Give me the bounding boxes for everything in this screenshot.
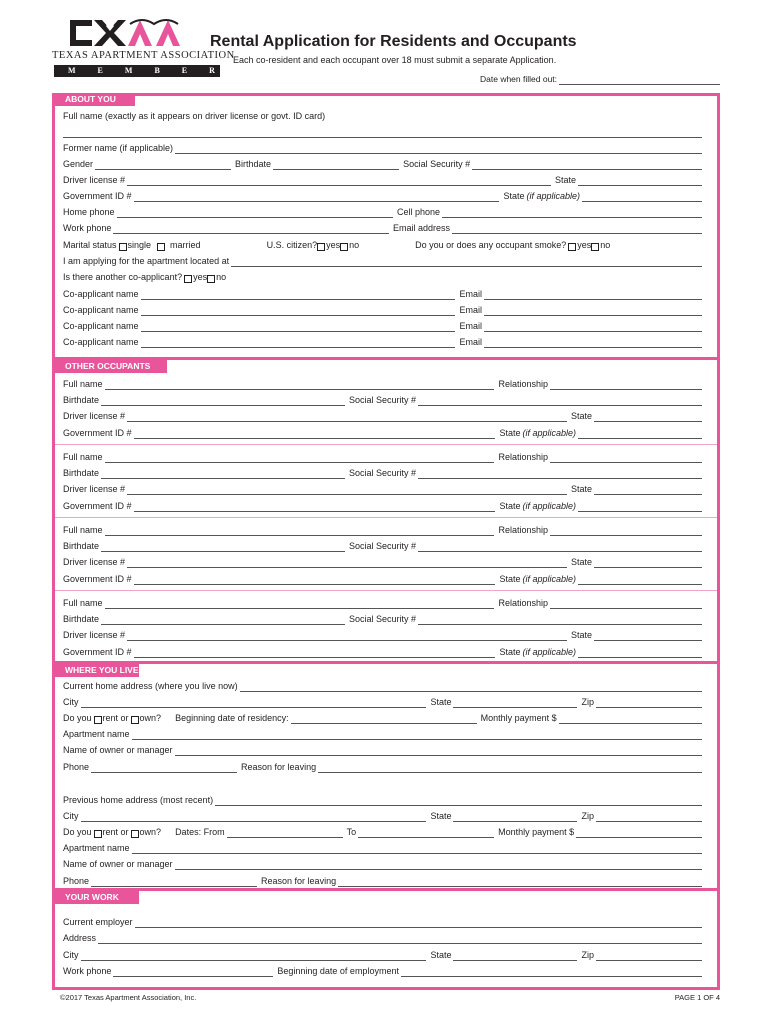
occupant-gov-state-field[interactable] <box>578 576 702 585</box>
government-id-label: Government ID # <box>63 428 132 438</box>
coapplicant-no-checkbox[interactable] <box>207 275 215 283</box>
reason-leaving-label: Reason for leaving <box>241 762 317 772</box>
current-own-checkbox[interactable] <box>131 716 139 724</box>
employer-address-field[interactable] <box>98 935 702 944</box>
row-current-phone <box>63 759 702 773</box>
occupant-birthdate-field[interactable] <box>101 470 345 479</box>
full-name-id-label: Full name (exactly as it appears on driver license or govt. ID card) <box>63 111 326 121</box>
occupant-full-name-field[interactable] <box>105 600 495 609</box>
row-occupant-name <box>63 376 702 390</box>
coapplicant-email-field[interactable] <box>484 291 702 300</box>
driver-license-label: Driver license # <box>63 484 126 494</box>
previous-owner-manager-field[interactable] <box>175 861 702 870</box>
coapplicant-name-label: Co-applicant name <box>63 289 139 299</box>
previous-state-field[interactable] <box>453 813 577 822</box>
occupant-divider <box>55 444 717 445</box>
full-name-field[interactable] <box>63 129 702 138</box>
zip-label: Zip <box>581 697 594 707</box>
state-label: State <box>499 428 521 438</box>
occupant-full-name-label: Full name <box>63 452 103 462</box>
current-phone-field[interactable] <box>91 764 237 773</box>
previous-home-address-label: Previous home address (most recent) <box>63 795 214 805</box>
birthdate-label: Birthdate <box>63 468 100 478</box>
driver-license-label: Driver license # <box>63 557 126 567</box>
row-previous-owner <box>63 856 702 870</box>
if-applicable-label: (if applicable) <box>522 647 576 657</box>
birthdate-field[interactable] <box>273 161 399 170</box>
apartment-name-label: Apartment name <box>63 843 130 853</box>
driver-license-label: Driver license # <box>63 175 126 185</box>
page-title: Rental Application for Residents and Occupants <box>210 33 577 50</box>
row-occupant-government-id <box>63 498 702 512</box>
row-applying-for <box>63 253 702 267</box>
page-subtitle: Each co-resident and each occupant over 18 must submit a separate Application. <box>233 55 557 65</box>
occupant-birthdate-field[interactable] <box>101 397 345 406</box>
government-id-label: Government ID # <box>63 191 132 201</box>
ssn-label: Social Security # <box>349 541 417 551</box>
section-tab-other-occupants: OTHER OCCUPANTS <box>55 360 167 373</box>
marital-status-label: Marital status <box>63 240 117 250</box>
coapplicant-name-field[interactable] <box>141 307 456 316</box>
reason-leaving-label: Reason for leaving <box>261 876 337 886</box>
row-current-rent-own <box>63 710 702 724</box>
date-filled-out <box>480 74 720 85</box>
coapplicant-name-field[interactable] <box>141 323 456 332</box>
coapplicant-email-field[interactable] <box>484 323 702 332</box>
birthdate-label: Birthdate <box>63 614 100 624</box>
current-city-field[interactable] <box>81 699 427 708</box>
occupant-gov-state-field[interactable] <box>578 503 702 512</box>
current-zip-field[interactable] <box>596 699 702 708</box>
coapplicant-yes-checkbox[interactable] <box>184 275 192 283</box>
section-divider <box>52 888 720 891</box>
row-occupant-government-id <box>63 571 702 585</box>
previous-city-field[interactable] <box>81 813 427 822</box>
date-filled-label: Date when filled out: <box>480 74 558 84</box>
section-divider <box>52 661 720 664</box>
current-employer-field[interactable] <box>135 919 702 928</box>
government-id-label: Government ID # <box>63 574 132 584</box>
relationship-field[interactable] <box>550 381 702 390</box>
employer-state-field[interactable] <box>453 952 577 961</box>
row-current-home-address <box>63 678 702 692</box>
row-coapplicant <box>63 334 702 348</box>
current-home-address-label: Current home address (where you live now) <box>63 681 238 691</box>
occupant-driver-license-field[interactable] <box>127 413 567 422</box>
coapplicant-email-field[interactable] <box>484 307 702 316</box>
occupant-birthdate-field[interactable] <box>101 543 345 552</box>
driver-license-field[interactable] <box>127 177 551 186</box>
yes-label: yes <box>326 240 341 250</box>
footer-copyright: ©2017 Texas Apartment Association, Inc. <box>60 993 197 1002</box>
ssn-label: Social Security # <box>349 468 417 478</box>
city-label: City <box>63 697 79 707</box>
occupant-dl-state-field[interactable] <box>594 486 702 495</box>
occupant-dl-state-field[interactable] <box>594 559 702 568</box>
row-full-name-id <box>63 108 702 122</box>
occupant-divider <box>55 517 717 518</box>
relationship-label: Relationship <box>498 598 548 608</box>
employer-work-phone-field[interactable] <box>113 968 273 977</box>
state-label: State <box>430 811 452 821</box>
row-previous-phone <box>63 873 702 887</box>
email-address-label: Email address <box>392 223 450 233</box>
beginning-employment-label: Beginning date of employment <box>277 966 399 976</box>
occupant-government-id-field[interactable] <box>134 649 496 658</box>
taa-logo <box>52 18 237 80</box>
single-label: single <box>127 240 152 250</box>
occupant-ssn-field[interactable] <box>418 543 702 552</box>
occupant-ssn-field[interactable] <box>418 470 702 479</box>
dates-from-label: Dates: From <box>175 827 225 837</box>
current-reason-leaving-field[interactable] <box>318 764 702 773</box>
row-employer-city <box>63 947 702 961</box>
row-work-phone-employment <box>63 963 702 977</box>
row-occupant-name <box>63 595 702 609</box>
occupant-full-name-label: Full name <box>63 525 103 535</box>
applying-for-label: I am applying for the apartment located at <box>63 256 230 266</box>
section-tab-where-you-live: WHERE YOU LIVE <box>55 664 139 677</box>
rent-or-label: rent or <box>102 827 129 837</box>
smoke-yes-checkbox[interactable] <box>568 243 576 251</box>
row-occupant-name <box>63 522 702 536</box>
current-rent-checkbox[interactable] <box>94 716 102 724</box>
relationship-label: Relationship <box>498 525 548 535</box>
if-applicable-label: (if applicable) <box>526 191 580 201</box>
relationship-field[interactable] <box>550 454 702 463</box>
state-label: State <box>570 557 592 567</box>
driver-license-state-field[interactable] <box>578 177 702 186</box>
city-label: City <box>63 950 79 960</box>
occupant-government-id-field[interactable] <box>134 576 496 585</box>
previous-own-checkbox[interactable] <box>131 830 139 838</box>
email-label: Email <box>459 289 482 299</box>
relationship-label: Relationship <box>498 452 548 462</box>
row-occupant-birthdate <box>63 392 702 406</box>
zip-label: Zip <box>581 811 594 821</box>
birthdate-label: Birthdate <box>63 541 100 551</box>
current-home-address-field[interactable] <box>240 683 702 692</box>
occupant-full-name-label: Full name <box>63 598 103 608</box>
previous-monthly-payment-field[interactable] <box>576 829 702 838</box>
phone-label: Phone <box>63 876 90 886</box>
yes-label: yes <box>577 240 592 250</box>
row-home-phone <box>63 204 702 218</box>
occupant-government-id-field[interactable] <box>134 503 496 512</box>
state-label: State <box>570 411 592 421</box>
occupant-government-id-field[interactable] <box>134 430 496 439</box>
us-citizen-no-checkbox[interactable] <box>340 243 348 251</box>
relationship-label: Relationship <box>498 379 548 389</box>
if-applicable-label: (if applicable) <box>522 501 576 511</box>
coapplicant-name-label: Co-applicant name <box>63 305 139 315</box>
current-state-field[interactable] <box>453 699 577 708</box>
to-label: To <box>346 827 357 837</box>
row-work-phone <box>63 220 702 234</box>
taa-logo-icon <box>70 18 200 48</box>
row-occupant-birthdate <box>63 611 702 625</box>
government-id-field[interactable] <box>134 193 500 202</box>
row-full-name-line <box>63 124 702 138</box>
no-label: no <box>216 272 227 282</box>
government-id-label: Government ID # <box>63 501 132 511</box>
home-phone-field[interactable] <box>117 209 393 218</box>
smoke-no-checkbox[interactable] <box>591 243 599 251</box>
row-occupant-government-id <box>63 425 702 439</box>
gender-field[interactable] <box>95 161 231 170</box>
state-label: State <box>499 647 521 657</box>
row-occupant-birthdate <box>63 465 702 479</box>
employer-zip-field[interactable] <box>596 952 702 961</box>
occupant-full-name-field[interactable] <box>105 454 495 463</box>
beginning-employment-field[interactable] <box>401 968 702 977</box>
occupant-driver-license-field[interactable] <box>127 632 567 641</box>
cell-phone-field[interactable] <box>442 209 702 218</box>
if-applicable-label: (if applicable) <box>522 428 576 438</box>
row-current-city <box>63 694 702 708</box>
row-current-owner <box>63 742 702 756</box>
row-government-id <box>63 188 702 202</box>
coapplicant-email-field[interactable] <box>484 339 702 348</box>
row-driver-license <box>63 172 702 186</box>
previous-rent-checkbox[interactable] <box>94 830 102 838</box>
ssn-label: Social Security # <box>403 159 471 169</box>
date-filled-field[interactable] <box>559 76 720 85</box>
state-label: State <box>430 697 452 707</box>
row-occupant-government-id <box>63 644 702 658</box>
previous-dates-to-field[interactable] <box>358 829 494 838</box>
driver-license-label: Driver license # <box>63 411 126 421</box>
no-label: no <box>600 240 611 250</box>
previous-reason-leaving-field[interactable] <box>338 878 702 887</box>
monthly-payment-label: Monthly payment $ <box>480 713 557 723</box>
owner-manager-label: Name of owner or manager <box>63 859 173 869</box>
coapplicant-name-field[interactable] <box>141 291 456 300</box>
monthly-payment-label: Monthly payment $ <box>498 827 575 837</box>
row-previous-rent-own <box>63 824 702 838</box>
row-occupant-driver-license <box>63 408 702 422</box>
occupant-gov-state-field[interactable] <box>578 649 702 658</box>
if-applicable-label: (if applicable) <box>522 574 576 584</box>
single-checkbox[interactable] <box>119 243 127 251</box>
owner-manager-label: Name of owner or manager <box>63 745 173 755</box>
city-label: City <box>63 811 79 821</box>
row-previous-city <box>63 808 702 822</box>
row-former-name <box>63 140 702 154</box>
state-label: State <box>503 191 525 201</box>
birthdate-label: Birthdate <box>63 395 100 405</box>
us-citizen-yes-checkbox[interactable] <box>317 243 325 251</box>
state-label: State <box>430 950 452 960</box>
previous-dates-from-field[interactable] <box>227 829 343 838</box>
state-label: State <box>570 484 592 494</box>
current-owner-manager-field[interactable] <box>175 747 702 756</box>
occupant-driver-license-field[interactable] <box>127 559 567 568</box>
state-label: State <box>570 630 592 640</box>
work-phone-label: Work phone <box>63 223 112 233</box>
employer-city-field[interactable] <box>81 952 427 961</box>
row-coapplicant <box>63 302 702 316</box>
occupant-gov-state-field[interactable] <box>578 430 702 439</box>
current-monthly-payment-field[interactable] <box>559 715 702 724</box>
section-tab-about-you: ABOUT YOU <box>55 93 135 106</box>
occupant-full-name-field[interactable] <box>105 381 495 390</box>
email-address-field[interactable] <box>452 225 702 234</box>
current-apartment-name-field[interactable] <box>132 731 702 740</box>
former-name-label: Former name (if applicable) <box>63 143 174 153</box>
gender-label: Gender <box>63 159 94 169</box>
smoke-label: Do you or does any occupant smoke? <box>415 240 567 250</box>
row-occupant-driver-license <box>63 481 702 495</box>
government-id-label: Government ID # <box>63 647 132 657</box>
beginning-residency-field[interactable] <box>291 715 477 724</box>
driver-license-label: Driver license # <box>63 630 126 640</box>
row-coapplicant <box>63 286 702 300</box>
row-previous-home-address <box>63 792 702 806</box>
coapplicant-name-label: Co-applicant name <box>63 321 139 331</box>
occupant-ssn-field[interactable] <box>418 616 702 625</box>
email-label: Email <box>459 337 482 347</box>
married-checkbox[interactable] <box>157 243 165 251</box>
phone-label: Phone <box>63 762 90 772</box>
us-citizen-label: U.S. citizen? <box>266 240 318 250</box>
coapplicant-name-field[interactable] <box>141 339 456 348</box>
occupant-full-name-label: Full name <box>63 379 103 389</box>
cell-phone-label: Cell phone <box>396 207 440 217</box>
ssn-label: Social Security # <box>349 395 417 405</box>
previous-home-address-field[interactable] <box>215 797 702 806</box>
occupant-birthdate-field[interactable] <box>101 616 345 625</box>
beginning-residency-label: Beginning date of residency: <box>175 713 289 723</box>
email-label: Email <box>459 321 482 331</box>
row-occupant-birthdate <box>63 538 702 552</box>
row-current-employer <box>63 914 702 928</box>
do-you-label: Do you <box>63 713 92 723</box>
current-employer-label: Current employer <box>63 917 133 927</box>
coapplicant-name-label: Co-applicant name <box>63 337 139 347</box>
government-id-state-field[interactable] <box>582 193 702 202</box>
previous-zip-field[interactable] <box>596 813 702 822</box>
work-phone-label: Work phone <box>63 966 112 976</box>
state-label: State <box>554 175 576 185</box>
row-occupant-name <box>63 449 702 463</box>
occupant-driver-license-field[interactable] <box>127 486 567 495</box>
no-label: no <box>349 240 360 250</box>
ssn-field[interactable] <box>472 161 702 170</box>
former-name-field[interactable] <box>175 145 702 154</box>
row-previous-apartment-name <box>63 840 702 854</box>
relationship-field[interactable] <box>550 527 702 536</box>
address-label: Address <box>63 933 97 943</box>
row-gender <box>63 156 702 170</box>
zip-label: Zip <box>581 950 594 960</box>
logo-association-name: TEXAS APARTMENT ASSOCIATION <box>52 50 235 61</box>
rent-or-label: rent or <box>102 713 129 723</box>
own-label: own? <box>139 713 162 723</box>
home-phone-label: Home phone <box>63 207 115 217</box>
relationship-field[interactable] <box>550 600 702 609</box>
footer-page-number: PAGE 1 OF 4 <box>674 993 720 1002</box>
row-another-coapplicant <box>63 269 702 283</box>
row-occupant-driver-license <box>63 627 702 641</box>
previous-phone-field[interactable] <box>91 878 257 887</box>
logo-member-bar: MEMBER <box>54 65 220 77</box>
ssn-label: Social Security # <box>349 614 417 624</box>
work-phone-field[interactable] <box>113 225 389 234</box>
occupant-dl-state-field[interactable] <box>594 632 702 641</box>
row-coapplicant <box>63 318 702 332</box>
married-label: married <box>170 240 201 250</box>
row-current-apartment-name <box>63 726 702 740</box>
yes-label: yes <box>193 272 208 282</box>
row-employer-address <box>63 930 702 944</box>
occupant-divider <box>55 590 717 591</box>
apartment-name-label: Apartment name <box>63 729 130 739</box>
occupant-ssn-field[interactable] <box>418 397 702 406</box>
birthdate-label: Birthdate <box>235 159 272 169</box>
row-occupant-driver-license <box>63 554 702 568</box>
row-marital-status <box>63 237 702 251</box>
email-label: Email <box>459 305 482 315</box>
state-label: State <box>499 574 521 584</box>
apartment-location-field[interactable] <box>231 258 702 267</box>
occupant-dl-state-field[interactable] <box>594 413 702 422</box>
state-label: State <box>499 501 521 511</box>
another-coapplicant-label: Is there another co-applicant? <box>63 272 183 282</box>
previous-apartment-name-field[interactable] <box>132 845 702 854</box>
section-tab-your-work: YOUR WORK <box>55 891 139 904</box>
do-you-label: Do you <box>63 827 92 837</box>
occupant-full-name-field[interactable] <box>105 527 495 536</box>
own-label: own? <box>139 827 162 837</box>
